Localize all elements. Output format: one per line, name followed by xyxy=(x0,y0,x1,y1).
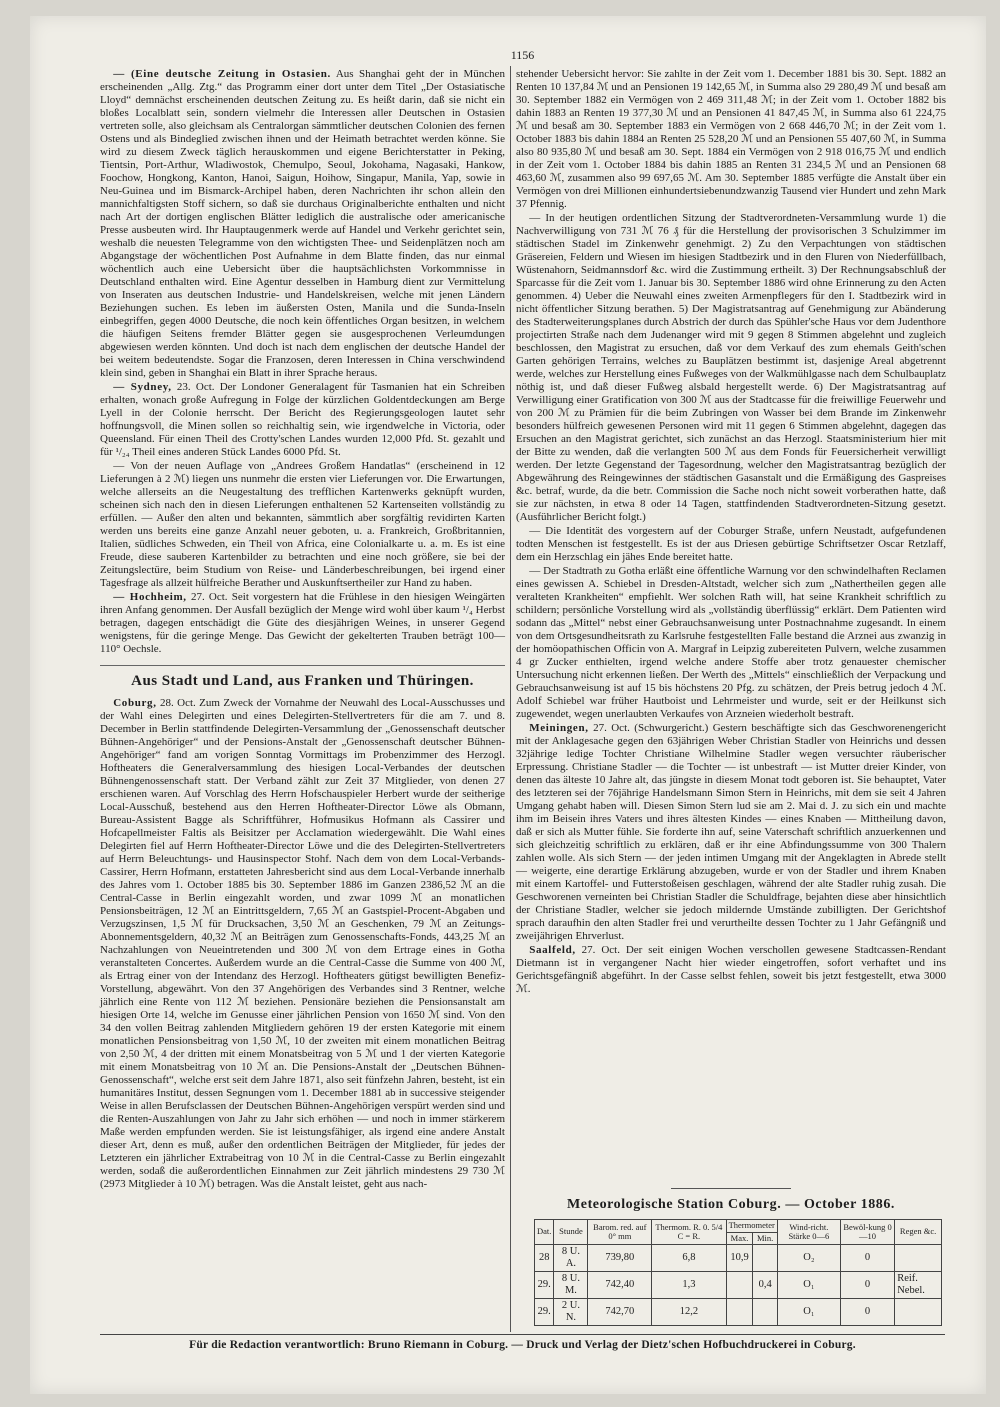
weather-report xyxy=(516,1188,946,1330)
header-thermometer-r: Thermom. R. 0. 5/4 C = R. xyxy=(652,1220,726,1245)
article-body: 27. Oct. Der seit einigen Wochen verschollen gewesene Stadtcassen-Rendant Dietmann ist in vergangener Nacht hier wieder eingetroffen, sofort verhaftet und ins Gerichtsgefängniß abgeführt. In der Casse selbst fehlen, soweit bis jetzt festgestellt, etwa 3000 ℳ. xyxy=(516,944,946,995)
header-wind: Wind-richt. Stärke 0—6 xyxy=(777,1220,840,1245)
article-sydney xyxy=(100,381,505,459)
right-column xyxy=(516,68,946,1330)
cell-min xyxy=(753,1245,777,1272)
cell-rain: Reif. Nebel. xyxy=(895,1272,942,1299)
article-dateline: Coburg, xyxy=(113,697,157,709)
cell-hour: 8 U. M. xyxy=(554,1272,588,1299)
cell-barometer: 742,70 xyxy=(588,1299,652,1326)
article-dateline: — Sydney, xyxy=(113,381,172,393)
table-row xyxy=(535,1245,942,1272)
article-body: 27. Oct. Seit vorgestern hat die Frühlese in den hiesigen Weingärten ihren Anfang genommen. Der Ausfall bezüglich der Menge wird wohl über kaum ¹/₄ Herbst betragen, dagegen entschädigt die Güte des diesjährigen Weines, in unserer Gegend wenigstens, für die geringe Menge. Das Gewicht der gekelterten Trauben beträgt 100—110° Oechsle. xyxy=(100,591,505,655)
article-meiningen xyxy=(516,722,946,943)
article-body: Von der neuen Auflage von „Andrees Großem Handatlas“ (erscheinend in 12 Lieferungen à 2 ℳ) liegen uns nunmehr die ersten vier Lieferungen vor. Die Erwartungen, welche allerseits an die Neugestaltung des trefflichen Kartenwerks geknüpft wurden, scheinen sich nach den in diesen Lieferungen enthaltenen 52 Kartenseiten vollständig zu erfüllen. — Außer den alten und bekannten, sämmtlich aber sorgfältig revidirten Karten werden uns bereits eine ganze Anzahl neuer geboten, u. a. Frankreich, Großbritannien, Italien, südliches Schweden, ein Theil von Africa, eine Colonialkarte u. a. m. Es ist eine Freude, diese sauberen Kartenbilder zu betrachten und eine noch größere, sie bei der Zeitungslectüre, beim Studium von Reise- und Länderbeschreibungen, bei irgend einer Tagesfrage als allzeit hülfreiche Berather und Auskunftsertheiler zur Hand zu haben. xyxy=(100,460,505,589)
header-min: Min. xyxy=(753,1232,777,1245)
cell-clouds: 0 xyxy=(840,1272,894,1299)
table-row xyxy=(535,1272,942,1299)
article-dateline: — Hochheim, xyxy=(113,591,187,603)
article-body: 27. Oct. (Schwurgericht.) Gestern beschäftigte sich das Geschworenengericht mit der Anklagesache gegen den 63jährigen Weber Christian Stadler von Heinrichs und dessen 32jährige ledige Tochter Christiane Wilhelmine Stadler wegen versuchter räuberischer Erpressung. Christiane Stadler — die Tochter — ist unbestraft — ist Mutter dreier Kinder, von denen das älteste 10 Jahre alt, das jüngste in diesem Monat todt geboren ist. Sie behauptet, Vater des letzteren sei der 76jährige Handelsmann Simon Stern in Heinrichs, mit dem sie seit 4 Jahren Umgang gehabt haben will. Diesen Simon Stern lud sie am 2. Mai d. J. zu sich ein und machte ihm im Beisein ihres Vaters und ihres ältesten Kindes — eines Knaben — Mittheilung davon, daß er sich als Mutter fühle. Sie forderte ihn auf, seine Vaterschaft schriftlich anzuerkennen und sich gleichzeitig schriftlich zu erklären, daß er ihr eine Abfindungssumme von 300 Thalern zahlen wolle. Als sich Stern — der jeden intimen Umgang mit der Angeklagten in Abrede stellt — weigerte, eine derartige Erklärung abzugeben, wurde er von der Stadler und ihrem Knaben mit einem Kartoffel- und Futterstoßeisen geschlagen, während der alte Stadler ruhig zusah. Die Geschworenen verneinten bei Christian Stadler die Schuldfrage, bejahten diese aber hinsichtlich der Christiane Stadler, welcher sie jedoch mildernde Umstände zubilligten. Der Gerichtshof sprach daraufhin den alten Stadler frei und verurtheilte dessen Tochter zu 1 Jahr Gefängniß und zweijährigen Ehrverlust. xyxy=(516,722,947,942)
article-body: — Der Stadtrath zu Gotha erläßt eine öffentliche Warnung vor den schwindelhaften Reclamen eines gewissen A. Schiebel in Dresden-Altstadt, welcher sich zum „Nathertheilen gegen alle veralteten Krankheiten“ empfiehlt. Wer solchen Rath will, hat seine Krankheit schriftlich zu schildern; persönliche Vorstellung wird als „vollständig überflüssig“ erklärt. Dem Patienten wird sodann das „Mittel“ nebst einer Gebrauchsanweisung unter Postnachnahme zugesandt. In einem von dem Ortsgesundheitsrath zu Karlsruhe festgestellten Falle bestand die Arznei aus zwanzig in der homöopathischen Officin von A. Margraf in Leipzig zubereiteten Pulvern, welche zusammen 4 gr Zucker enthielten, irgend welche andere Stoffe aber trotz genauester chemischer Untersuchung nicht erkennen ließen. Der Werth des „Mittels“ einschließlich der Verpackung und Gebrauchsanweisung ist auf 15 bis höchstens 20 Pfg. zu schätzen, der Preis betrug jedoch 4 ℳ. Adolf Schiebel war früher Hautboist und Lehrmeister und wurde, seit er der Heilkunst sich zugewendet, wegen unerlaubten Verkaufes von Arzneien wiederholt bestraft. xyxy=(516,565,946,720)
cell-hour: 2 U. N. xyxy=(554,1299,588,1326)
cell-date: 29. xyxy=(535,1272,554,1299)
ornament-rule xyxy=(671,1188,791,1189)
cell-clouds: 0 xyxy=(840,1245,894,1272)
cell-min xyxy=(753,1299,777,1326)
article-handatlas xyxy=(100,460,505,590)
weather-table xyxy=(534,1219,942,1326)
article-gotha-warnung xyxy=(516,565,946,721)
cell-max xyxy=(726,1272,753,1299)
article-dateline: Saalfeld, xyxy=(529,944,576,956)
column-divider xyxy=(510,66,511,1332)
cell-wind: O₁ xyxy=(777,1299,840,1326)
header-clouds: Bewöl-kung 0—10 xyxy=(840,1220,894,1245)
weather-header-row xyxy=(535,1220,942,1233)
article-body: stehender Uebersicht hervor: Sie zahlte in der Zeit vom 1. December 1881 bis 30. Sept. 1882 an Renten 10 137,84 ℳ und an Pensionen 19 142,65 ℳ, in Summa also 29 280,49 ℳ und besaß am 30. September 1882 ein Vermögen von 2 469 311,48 ℳ; in der Zeit vom 1. October 1882 bis dahin 1883 an Renten 19 377,30 ℳ und an Pensionen 41 847,45 ℳ, in Summa also 61 224,75 ℳ und besaß am 30. September 1883 ein Vermögen von 2 668 446,70 ℳ; in der Zeit vom 1. October 1883 bis dahin 1884 an Renten 25 528,20 ℳ und an Pensionen 55 407,60 ℳ, in Summa also 80 935,80 ℳ und besaß am 30. Sept. 1884 ein Vermögen von 2 918 016,75 ℳ und endlich in der Zeit vom 1. October 1884 bis dahin 1885 an Renten 31 234,5 ℳ und an Pensionen 68 463,60 ℳ, zusammen also 99 697,65 ℳ. Am 30. September 1885 verfügte die Anstalt über ein Vermögen von drei Millionen einhundertsiebenundzwanzig Tausend vier Hundert und zehn Mark 37 Pfennig. xyxy=(516,68,946,210)
article-body: — Die Identität des vorgestern auf der Coburger Straße, unfern Neustadt, aufgefundenen todten Menschen ist festgestellt. Es ist der aus Driesen gebürtige Schriftsetzer Oscar Retzlaff, dem ein Herzschlag ein jähes Ende bereitet hatte. xyxy=(516,525,946,563)
cell-max xyxy=(726,1299,753,1326)
cell-wind: O₁ xyxy=(777,1272,840,1299)
article-body: 23. Oct. Der Londoner Generalagent für Tasmanien hat ein Schreiben erhalten, wonach große Aufregung in Folge der kürzlichen Goldentdeckungen am Berge Lyell in der Colonie herrscht. Der Bericht des Regierungsgeologen lautet sehr hoffnungsvoll, die Minen sollen so reichhaltig sein, wie irgendwelche in Victoria, oder Queensland. Für einen Theil des Crotty'schen Landes wurden 12,000 Pfd. St. gezahlt und für ¹/₂₄ Theil eines anderen Stück Landes 6000 Pfd. St. xyxy=(100,381,505,458)
article-body: — In der heutigen ordentlichen Sitzung der Stadtverordneten-Versammlung wurde 1) die Nachverwilligung von 731 ℳ 76 ₰ für die Herstellung der provisorischen 3 Schulzimmer im städtischen Stadel im Zinkenwehr genehmigt. 2) Zu den Verpachtungen von städtischen Gräsereien, Feldern und Wiesen im hiesigen Stadtbezirk und in den Fluren von Niederfüllbach, Wüstenahorn, Seidmannsdorf &c. wird die Zustimmung ertheilt. 3) Der Rechnungsabschluß der Sparcasse für die Zeit vom 1. Januar bis 30. September 1886 wird ohne Erinnerung zu den Acten genommen. 4) Ueber die Neuwahl eines zweiten Armenpflegers für den I. Stadtbezirk wird in nicht öffentlicher Sitzung berathen. 5) Der Magistratsantrag auf Genehmigung zur Abänderung des Stadterweiterungsplanes durch Abstrich der durch das Spühler'sche Haus vor dem Judenthore projectirten Straße nach dem Judenanger wird mit 9 gegen 8 Stimmen abgelehnt und zugleich beschlossen, den Magistrat zu ersuchen, daß vor dem Verkauf des zum ehemals Geith'schen Garten gehörigen Terrains, welches zu Bauplätzen bestimmt ist, dasjenige Areal abgetrennt werde, welches zur Herstellung eines Fußweges von der Walkmühlgasse nach dem Schulbauplatz nöthig ist, und daß dieser Fußweg alsbald hergestellt werde. 6) Der Magistratsantrag auf Verwilligung einer Gratification von 300 ℳ aus der Stadtcasse für die freiwillige Feuerwehr und von 200 ℳ zu Prämien für die beim Zubringen von Wasser bei dem Brande im Zinkenwehr besonders hülfreich gewesenen Personen wird mit 11 gegen 6 Stimmen abgelehnt, dagegen das Ersuchen an den Magistrat gerichtet, sich zunächst an das Herzogl. Staatsministerium hier mit der Bitte zu wenden, daß die verlangten 500 ℳ aus dem Fonds für Feuersicherheit verwilligt werden. Der letzte Gegenstand der Tagesordnung, welcher den Magistratsantrag bezüglich der Abgewährung des Reingewinnes der städtischen Gasanstalt und die Ermäßigung des Gaspreises &c. betraf, wurde, da die betr. Commission die Sache noch nicht soweit vorberathen hatte, daß sie zur nächsten, in etwa 8 oder 14 Tagen, stattfindenden Stadtverordneten-Sitzung gesetzt. (Ausführlicher Bericht folgt.) xyxy=(516,212,946,523)
article-dateline: Meiningen, xyxy=(529,722,589,734)
left-column xyxy=(100,68,505,1330)
cell-rain xyxy=(895,1245,942,1272)
article-body: 28. Oct. Zum Zweck der Vornahme der Neuwahl des Local-Ausschusses und der Wahl eines Delegirten und eines Delegirten-Stellvertreters für die am 7. und 8. December in Berlin stattfindende Delegirten-Versammlung der „Genossenschaft deutscher Bühnen-Angehöriger“ und der Pensions-Anstalt der „Genossenschaft deutscher Bühnen-Angehöriger“ fand am vorigen Sonntag Vormittags im Probenzimmer des Herzogl. Hoftheaters die Generalversammlung des hiesigen Local-Verbandes der deutschen Bühnengenossenschaft statt. Der Verband zählt zur Zeit 37 Mitglieder, von denen 27 erschienen waren. Auf Vorschlag des Herrn Hofschauspieler Herbert wurde der seitherige Local-Ausschuß, bestehend aus den Herren Hoftheater-Director Löwe als Obmann, Bureau-Assistent Bagge als Schriftführer, Hofmusikus Hofmann als Cassirer und Hofcapellmeister Faltis als Beisitzer per Acclamation wiedergewählt. Die Wahl eines Delegirten fiel auf Herrn Hoftheater-Director Löwe und die des Delegirten-Stellvertreters auf Herrn Beleuchtungs- und Hausinspector Stohf. Nach dem von dem Local-Verbands-Cassirer, Herrn Hofmann, erstatteten Jahresbericht sind aus dem Local-Verbande innerhalb des Jahres vom 1. October 1885 bis 30. September 1886 im Ganzen 2386,52 ℳ an die Central-Casse in Berlin eingezahlt worden, und zwar 1099 ℳ an monatlichen Pensionsbeiträgen, 12 ℳ an Eintrittsgeldern, 7,65 ℳ an Gastspiel-Procent-Abgaben und Verzugszinsen, 1,5 ℳ für Drucksachen, 3,50 ℳ an Geschenken, 79 ℳ an Zeitungs-Abonnementsgeldern, 40,32 ℳ an Beiträgen zum Genossenschafts-Fonds, 443,25 ℳ an Nachzahlungen von Neueintretenden und 300 ℳ von dem Ertrage eines in Gotha veranstalteten Concertes. Außerdem wurde an die Central-Casse die Summe von 400 ℳ, als Ertrag einer von der Intendanz des Herzogl. Hoftheaters gütigst bewilligten Benefiz-Vorstellung, abgewährt. Von den 37 Angehörigen des Verbandes sind 3 Rentner, welche jährlich eine Rente von 112 ℳ beziehen. Pensionäre beziehen die Pensionsanstalt am hiesigen Orte 14, welche im Genusse einer jährlichen Pension von 1650 ℳ sind. Von den 34 den vollen Beitrag zahlenden Mitgliedern gehören 19 der ersten Kategorie mit einem monatlichen Pensionsbeitrag von 1,50 ℳ, 10 der zweiten mit einem monatlichen Beitrag von 2,50 ℳ, 4 der dritten mit einem Monatsbeitrag von 5 ℳ und 1 der vierten Kategorie mit einem Monatsbeitrag von 10 ℳ an. Die Pensions-Anstalt der „Deutschen Bühnen-Genossenschaft“, welche erst seit dem Jahre 1871, also seit fünfzehn Jahren, besteht, ist ein humanitäres Institut, dessen Segnungen vom 1. December 1881 ab in successive steigender Weise in allen Berufsclassen der Deutschen Bühnen-Angehörigen verspürt werden sind und die Renten-Auszahlungen von Jahr zu Jahr sich erhöhen — und noch in immer stärkerem Maße werden empfunden werden. Sie ist leistungsfähiger, als irgend eine andere Anstalt dieser Art, denn es muß, außer den ordentlichen Beiträgen der Mitglieder, für jedes der Letzteren ein jährlicher Extrabeitrag von 10 ℳ in die Central-Casse zu Berlin eingezahlt werden, sodaß die außerordentlichen Einnahmen zur Zeit jährlich mindestens 29 730 ℳ (2973 Mitglieder à 10 ℳ) betragen. Was die Anstalt leistet, geht aus nach- xyxy=(100,697,505,1190)
cell-barometer: 739,80 xyxy=(588,1245,652,1272)
header-rain: Regen &c. xyxy=(895,1220,942,1245)
article-coburg xyxy=(100,697,505,1191)
table-row xyxy=(535,1299,942,1326)
header-thermometer: Thermometer xyxy=(726,1220,777,1233)
article-headline: — (Eine deutsche Zeitung in Ostasien. xyxy=(113,68,331,80)
article-ostasien xyxy=(100,68,505,380)
right-articles xyxy=(516,68,946,997)
cell-max: 10,9 xyxy=(726,1245,753,1272)
article-dash: — xyxy=(113,460,125,472)
header-date: Dat. xyxy=(535,1220,554,1245)
cell-clouds: 0 xyxy=(840,1299,894,1326)
section-heading: Aus Stadt und Land, aus Franken und Thüringen. xyxy=(100,665,505,690)
article-stadtverordneten xyxy=(516,212,946,524)
article-identitaet xyxy=(516,525,946,564)
header-hour: Stunde xyxy=(554,1220,588,1245)
cell-date: 29. xyxy=(535,1299,554,1326)
cell-hour: 8 U. A. xyxy=(554,1245,588,1272)
article-body: Aus Shanghai geht der in München erscheinenden „Allg. Ztg.“ das Programm einer dort unter dem Titel „Der Ostasiatische Lloyd“ demnächst erscheinenden deutschen Zeitung zu. Es heißt darin, daß sie nicht ein bloßes Localblatt sein, sondern vielmehr die Interessen aller Deutschen in Ostasien vertreten solle, also gleichsam als Centralorgan sämmtlicher deutschen Colonien des fernen Ostens und als Bindeglied zwischen ihnen und der Heimath betrachtet werden könne. Sie wird zu diesem Zweck täglich herauskommen und eigene Berichterstatter in Peking, Tientsin, Port-Arthur, Wladiwostok, Chemulpo, Seoul, Jokohama, Nagasaki, Hankow, Foochow, Hongkong, Kanton, Hanoi, Saigun, Hoihow, Singapur, Manila, Yap, sowie in Neu-Guinea und im Bismarck-Archipel haben, deren Nachrichten ihr schon allein den mannichfaltigsten Stoff sichern, so daß sie durchaus Originalberichte enthalten und nicht nach Art der dortigen englischen Blätter lediglich die australische oder americanische Presse ausbeuten wird. Ihr Hauptaugenmerk werde auf Handel und Verkehr gerichtet sein, weshalb die neuesten Telegramme von den wichtigsten Thee- und Seidenplätzen noch am Abgangstage der wöchentlichen Post Aufnahme in dem Blatte finden, das nur einmal wöchentlich auch eine Uebersicht über die hauptsächlichsten Vorkommnisse in Deutschland enthalten wird. Eine Agentur desselben in Hamburg dient zur Vermittelung von Inseraten aus deutschen Industrie- und Handelskreisen, welche mit jenen Ländern Beziehungen suchen. Es leben im äußersten Osten, Manila und die Sunda-Inseln einbegriffen, gegen 4000 Deutsche, die noch kein öffentliches Organ besitzen, in welchem die häufigen Seitens fremder Blätter gegen sie ausgesprochenen Verleumdungen abgewiesen werden könnten. Und doch ist nach dem englischen der deutsche Handel der bei weitem bedeutendste. Sogar die Franzosen, deren Interessen in China verschwindend klein sind, geben in Shanghai ein Blatt in ihrer Sprache heraus. xyxy=(100,68,505,379)
cell-thermometer: 12,2 xyxy=(652,1299,726,1326)
cell-date: 28 xyxy=(535,1245,554,1272)
header-max: Max. xyxy=(726,1232,753,1245)
cell-barometer: 742,40 xyxy=(588,1272,652,1299)
header-barometer: Barom. red. auf 0° mm xyxy=(588,1220,652,1245)
cell-rain xyxy=(895,1299,942,1326)
cell-thermometer: 1,3 xyxy=(652,1272,726,1299)
cell-wind: O₂ xyxy=(777,1245,840,1272)
article-hochheim xyxy=(100,591,505,656)
imprint-footer: Für die Redaction verantwortlich: Bruno Riemann in Coburg. — Druck und Verlag der Dietz'schen Hofbuchdruckerei in Coburg. xyxy=(189,1339,856,1351)
article-continuation xyxy=(516,68,946,211)
cell-thermometer: 6,8 xyxy=(652,1245,726,1272)
page-number: 1156 xyxy=(510,48,535,62)
footer-rule xyxy=(100,1334,945,1335)
cell-min: 0,4 xyxy=(753,1272,777,1299)
weather-title: Meteorologische Station Coburg. — October 1886. xyxy=(567,1197,895,1212)
article-saalfeld xyxy=(516,944,946,996)
